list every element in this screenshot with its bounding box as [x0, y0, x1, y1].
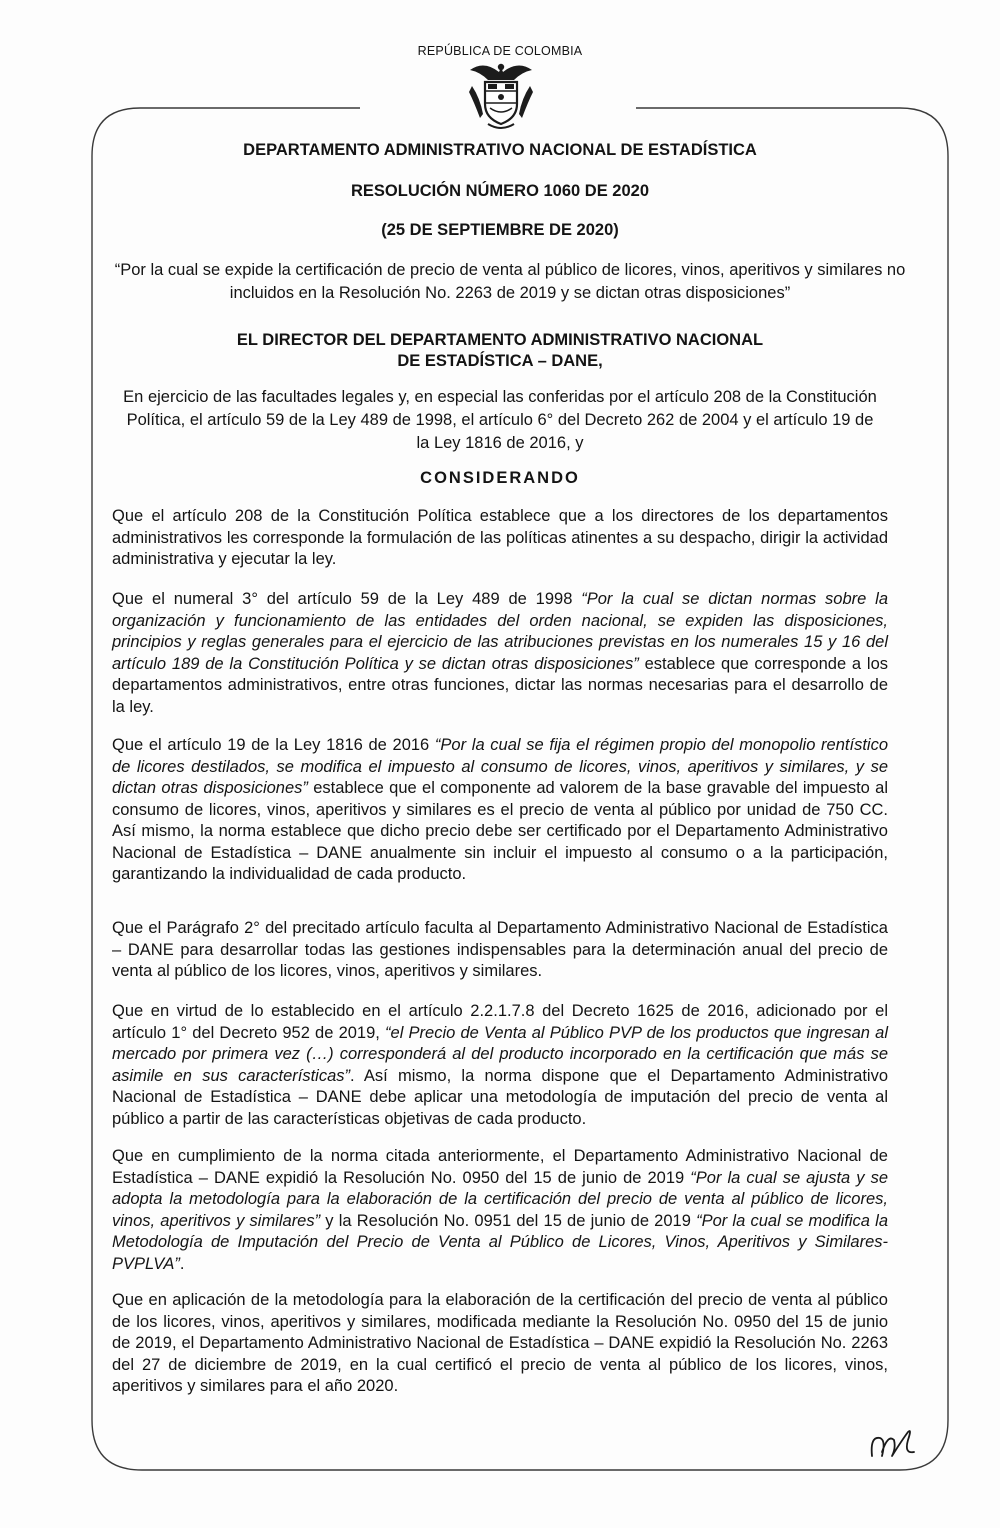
resolution-date: (25 DE SEPTIEMBRE DE 2020)	[381, 221, 619, 239]
recital-3-quote: “Por la cual se fija el régimen propio del monopolio rentístico de licores destilados, se modifica el impuesto al consumo de licores, vinos, aperitivos y similares, y se dictan otras disposiciones”	[112, 736, 888, 797]
recital-6-text-c: y la Resolución No. 0951 del 15 de junio de 2019	[320, 1211, 697, 1230]
recital-paragraph-1: Que el artículo 208 de la Constitución Política establece que a los directores de los departamentos administrativos les corresponde la formulación de las políticas atinentes a su despacho, dirigir la actividad administrativa y ejecutar la ley.	[112, 507, 888, 568]
recital-2-text-c: establece que corresponde a los departamentos administrativos, entre otras funciones, dictar las normas necesarias para el desarrollo de la ley.	[112, 654, 889, 716]
legal-powers-paragraph: En ejercicio de las facultades legales y, en especial las conferidas por el artículo 208 de la Constitución Política, el artículo 59 de la Ley 489 de 1998, el artículo 6° del Decreto 262 de 2004 y el artículo 19 de la Ley 1816 de 2016, y	[123, 388, 877, 452]
recital-6-text-a: Que en cumplimiento de la norma citada anteriormente, el Departamento Administrativo Nacional de Estadística – DANE expidió la Resolución No. 0950 del 15 de junio de 2019	[112, 1147, 888, 1187]
recital-paragraph-7: Que en aplicación de la metodología para la elaboración de la certificación del precio de venta al público de los licores, vinos, aperitivos y similares, modificada mediante la Resolución No. 0950 del 15 de junio de 2019, el Departamento Administrativo Nacional de Estadística – DANE expidió la Resolución No. 2263 del 27 de diciembre de 2019, en la cual certificó el precio de venta al público de los licores, vinos, aperitivos y similares para el año 2020.	[112, 1291, 888, 1395]
recital-6-quote-1: “Por la cual se ajusta y se adopta la metodología para la elaboración de la certificación del precio de venta al público de licores, vinos, aperitivos y similares”	[112, 1168, 888, 1230]
considerando-heading: CONSIDERANDO	[420, 469, 580, 487]
entity-title: DEPARTAMENTO ADMINISTRATIVO NACIONAL DE ESTADÍSTICA	[243, 141, 757, 159]
recital-6-text-e: .	[179, 1254, 185, 1273]
recital-paragraph-5	[112, 1001, 888, 1130]
recital-2-quote: “Por la cual se dictan normas sobre la organización y funcionamiento de las entidades del orden nacional, se expiden las disposiciones, principios y reglas generales para el ejercicio de las atribuciones previstas en los numerales 15 y 16 del artículo 189 de la Constitución Política y se dictan otras disposiciones”	[112, 590, 888, 673]
director-line-1: EL DIRECTOR DEL DEPARTAMENTO ADMINISTRATIVO NACIONAL	[236, 331, 764, 349]
recital-5-quote: “el Precio de Venta al Público PVP de los productos que ingresan al mercado por primera vez (…) corresponderá al del producto incorporado en la certificación que más se asimile en sus características”	[112, 1023, 888, 1085]
recital-paragraph-2	[112, 589, 888, 718]
recital-paragraph-6	[112, 1146, 888, 1275]
recital-paragraph-4: Que el Parágrafo 2° del precitado artículo faculta al Departamento Administrativo Nacional de Estadística – DANE para desarrollar todas las gestiones indispensables para la determinación anual del precio de venta al público de los licores, vinos, aperitivos y similares.	[112, 919, 888, 980]
recital-5-text-c: . Así mismo, la norma dispone que el Departamento Administrativo Nacional de Estadística – DANE debe aplicar una metodología de imputación del precio de venta al público a partir de las características objetivas de cada producto.	[112, 1066, 888, 1128]
recital-5-text-a: Que en virtud de lo establecido en el artículo 2.2.1.7.8 del Decreto 1625 de 2016, adicionado por el artículo 1° del Decreto 952 de 2019,	[112, 1002, 888, 1042]
resolution-number: RESOLUCIÓN NÚMERO 1060 DE 2020	[350, 182, 649, 200]
initials-signature	[868, 1426, 918, 1462]
country-heading: REPÚBLICA DE COLOMBIA	[417, 44, 583, 58]
director-line-2: DE ESTADÍSTICA – DANE,	[397, 352, 603, 370]
recital-3-text-a: Que el artículo 19 de la Ley 1816 de 2016	[112, 736, 435, 754]
director-heading	[0, 330, 1000, 372]
recital-2-text-a: Que el numeral 3° del artículo 59 de la Ley 489 de 1998	[112, 590, 582, 608]
recital-6-quote-2: “Por la cual se modifica la Metodología de Imputación del Precio de Venta al Público de Licores, Vinos, Aperitivos y Similares- PVPLVA”	[112, 1211, 888, 1273]
resolution-subject: “Por la cual se expide la certificación de precio de venta al público de licores, vinos, aperitivos y similares no incluidos en la Resolución No. 2263 de 2019 y se dictan otras disposiciones”	[114, 261, 906, 302]
coat-of-arms-icon	[466, 58, 536, 134]
recital-3-text-c: establece que el componente ad valorem de la base gravable del impuesto al consumo de licores, vinos, aperitivos y similares es el precio de venta al público por unidad de 750 CC. Así mismo, la norma establece que dicho precio debe ser certificado por el Departamento Administrativo Nacional de Estadística – DANE anualmente sin incluir el impuesto al consumo o a la participación, garantizando la individualidad de cada producto.	[112, 779, 888, 883]
recital-paragraph-3	[112, 735, 888, 886]
